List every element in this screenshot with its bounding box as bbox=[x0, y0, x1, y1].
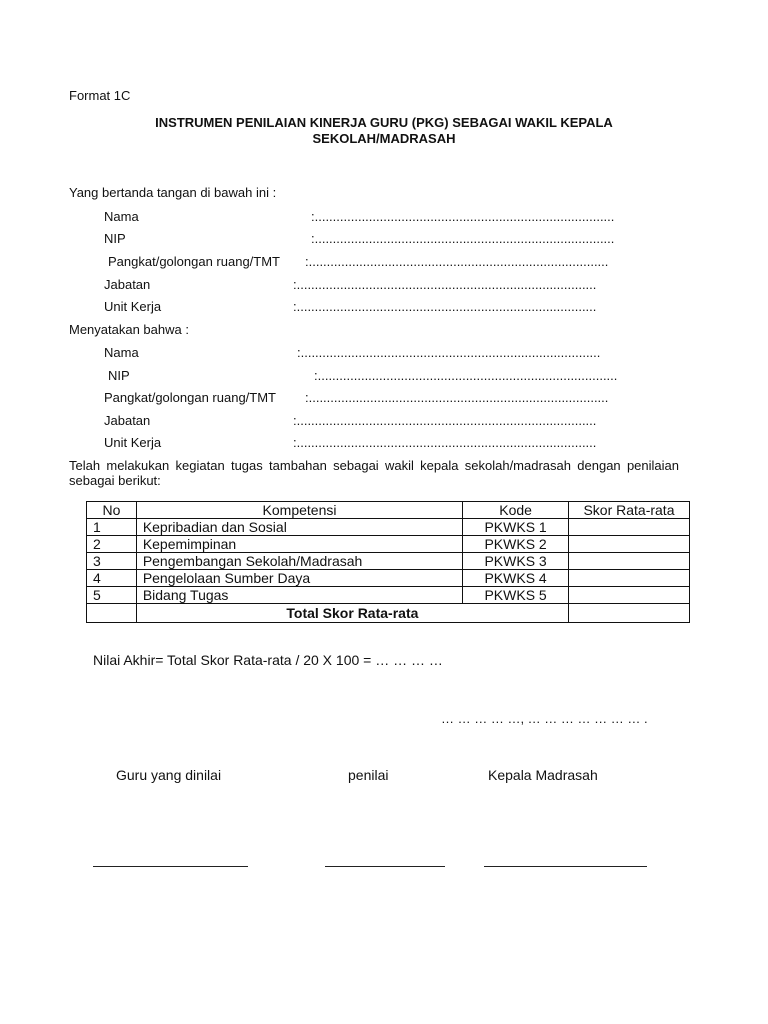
cell-skor[interactable] bbox=[568, 570, 689, 587]
table-row bbox=[87, 519, 690, 536]
header-kode: Kode bbox=[463, 502, 569, 519]
cell-no: 5 bbox=[87, 587, 137, 604]
total-blank-cell bbox=[87, 604, 137, 623]
cell-kode: PKWKS 4 bbox=[463, 570, 569, 587]
intro-text: Yang bertanda tangan di bawah ini : bbox=[69, 185, 277, 200]
document-title bbox=[100, 115, 668, 147]
table-total-row bbox=[87, 604, 690, 623]
cell-skor[interactable] bbox=[568, 553, 689, 570]
signature-penilai-label: penilai bbox=[348, 767, 389, 783]
header-skor: Skor Rata-rata bbox=[568, 502, 689, 519]
assessed-jabatan-value: :................................................................................... bbox=[293, 413, 597, 428]
assessed-nip-label: NIP bbox=[108, 368, 130, 383]
signer-unit-value: :................................................................................... bbox=[293, 299, 597, 314]
header-kompetensi: Kompetensi bbox=[136, 502, 462, 519]
cell-no: 2 bbox=[87, 536, 137, 553]
assessed-nama-label: Nama bbox=[104, 345, 139, 360]
signer-nama-label: Nama bbox=[104, 209, 139, 224]
signature-kepala-label: Kepala Madrasah bbox=[488, 767, 598, 783]
signer-pangkat-value: :................................................................................... bbox=[305, 254, 609, 269]
signer-nip-value: :................................................................................... bbox=[311, 231, 615, 246]
table-row bbox=[87, 553, 690, 570]
signature-line-guru bbox=[93, 866, 248, 867]
signer-pangkat-label: Pangkat/golongan ruang/TMT bbox=[108, 254, 280, 269]
statement-text: Menyatakan bahwa : bbox=[69, 322, 189, 337]
total-skor-cell[interactable] bbox=[568, 604, 689, 623]
signer-jabatan-value: :................................................................................... bbox=[293, 277, 597, 292]
total-label: Total Skor Rata-rata bbox=[136, 604, 568, 623]
format-label: Format 1C bbox=[69, 88, 131, 103]
assessed-pangkat-value: :................................................................................... bbox=[305, 390, 609, 405]
assessed-pangkat-label: Pangkat/golongan ruang/TMT bbox=[104, 390, 276, 405]
table-row bbox=[87, 570, 690, 587]
title-line-2: SEKOLAH/MADRASAH bbox=[312, 131, 456, 146]
score-table bbox=[86, 501, 690, 623]
assessed-nip-value: :................................................................................... bbox=[314, 368, 618, 383]
cell-kompetensi: Bidang Tugas bbox=[136, 587, 462, 604]
signer-nip-label: NIP bbox=[104, 231, 126, 246]
cell-skor[interactable] bbox=[568, 536, 689, 553]
cell-kompetensi: Kepemimpinan bbox=[136, 536, 462, 553]
cell-no: 3 bbox=[87, 553, 137, 570]
activity-paragraph: Telah melakukan kegiatan tugas tambahan sebagai wakil kepala sekolah/madrasah dengan penilaian sebagai berikut: bbox=[69, 458, 679, 488]
cell-skor[interactable] bbox=[568, 519, 689, 536]
cell-no: 4 bbox=[87, 570, 137, 587]
cell-kode: PKWKS 3 bbox=[463, 553, 569, 570]
cell-kode: PKWKS 2 bbox=[463, 536, 569, 553]
cell-kode: PKWKS 1 bbox=[463, 519, 569, 536]
cell-kompetensi: Kepribadian dan Sosial bbox=[136, 519, 462, 536]
assessed-unit-value: :................................................................................... bbox=[293, 435, 597, 450]
table-row bbox=[87, 536, 690, 553]
table-row bbox=[87, 587, 690, 604]
assessed-nama-value: :................................................................................... bbox=[297, 345, 601, 360]
signer-jabatan-label: Jabatan bbox=[104, 277, 151, 292]
nilai-akhir-formula: Nilai Akhir= Total Skor Rata-rata / 20 X 100 = … … … … bbox=[93, 652, 443, 668]
assessed-jabatan-label: Jabatan bbox=[104, 413, 151, 428]
signer-nama-value: :................................................................................... bbox=[311, 209, 615, 224]
header-no: No bbox=[87, 502, 137, 519]
signature-line-kepala bbox=[484, 866, 647, 867]
cell-kompetensi: Pengembangan Sekolah/Madrasah bbox=[136, 553, 462, 570]
signature-line-penilai bbox=[325, 866, 445, 867]
cell-skor[interactable] bbox=[568, 587, 689, 604]
cell-kompetensi: Pengelolaan Sumber Daya bbox=[136, 570, 462, 587]
signer-unit-label: Unit Kerja bbox=[104, 299, 162, 314]
cell-no: 1 bbox=[87, 519, 137, 536]
assessed-unit-label: Unit Kerja bbox=[104, 435, 162, 450]
table-header-row bbox=[87, 502, 690, 519]
signature-guru-label: Guru yang dinilai bbox=[116, 767, 222, 783]
cell-kode: PKWKS 5 bbox=[463, 587, 569, 604]
title-line-1: INSTRUMEN PENILAIAN KINERJA GURU (PKG) SEBAGAI WAKIL KEPALA bbox=[155, 115, 613, 130]
place-date-line: … … … … …, … … … … … … … . bbox=[441, 711, 648, 726]
